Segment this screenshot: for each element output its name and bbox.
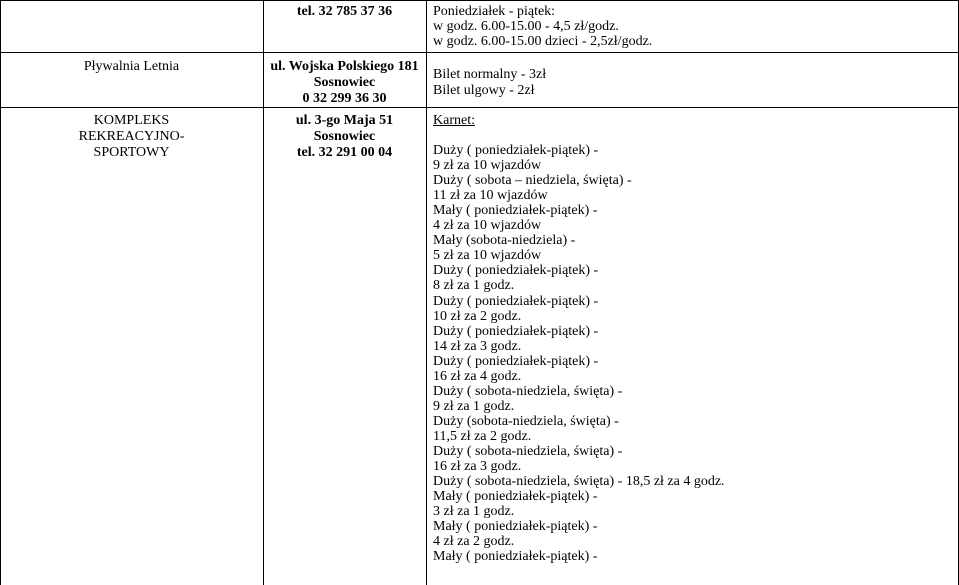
complex-name-line: SPORTOWY xyxy=(93,145,170,160)
table-border xyxy=(0,107,959,108)
complex-address-cell xyxy=(263,113,426,161)
hours-line: w godz. 6.00-15.00 - 4,5 zł/godz. xyxy=(433,19,619,34)
karnet-price-line: Mały ( poniedziałek-piątek) - xyxy=(433,549,598,565)
hours-line: Poniedziałek - piątek: xyxy=(433,4,556,19)
karnet-price-line: 16 zł za 3 godz. xyxy=(433,459,522,475)
karnet-price-line: 8 zł za 1 godz. xyxy=(433,278,515,294)
pool-address-city: Sosnowiec xyxy=(313,75,376,90)
karnet-price-line: Duży ( sobota-niedziela, święta) - xyxy=(433,443,623,459)
karnet-price-line: Duży (sobota-niedziela, święta) - xyxy=(433,413,619,429)
karnet-price-line: Mały ( poniedziałek-piątek) - xyxy=(433,489,598,505)
karnet-price-line: Mały ( poniedziałek-piątek) - xyxy=(433,203,598,219)
karnet-price-line: Duży ( sobota – niedziela, święta) - xyxy=(433,173,632,189)
karnet-price-line: 16 zł za 4 godz. xyxy=(433,368,522,384)
karnet-price-line: Duży ( poniedziałek-piątek) - xyxy=(433,353,599,369)
karnet-price-line: Mały (sobota-niedziela) - xyxy=(433,233,576,249)
table-border xyxy=(426,0,427,585)
top-row-hours xyxy=(433,4,953,49)
karnet-price-line: 4 zł za 2 godz. xyxy=(433,534,515,550)
complex-karnet-cell xyxy=(433,113,953,564)
karnet-price-line: 11 zł za 10 wjazdów xyxy=(433,188,548,204)
phone-text: tel. 32 785 37 36 xyxy=(296,4,393,19)
complex-address-city: Sosnowiec xyxy=(313,129,376,144)
top-row-phone xyxy=(263,4,426,20)
karnet-price-line: Duży ( poniedziałek-piątek) - xyxy=(433,263,599,279)
karnet-price-line: Mały ( poniedziałek-piątek) - xyxy=(433,519,598,535)
karnet-price-line: 4 zł za 10 wjazdów xyxy=(433,218,542,234)
karnet-price-line: Duży ( poniedziałek-piątek) - xyxy=(433,143,599,159)
complex-name-line: KOMPLEKS xyxy=(93,113,170,128)
pool-price-normal: Bilet normalny - 3zł xyxy=(433,67,547,82)
karnet-price-line: 5 zł za 10 wjazdów xyxy=(433,248,542,264)
pool-address-street: ul. Wojska Polskiego 181 xyxy=(270,59,419,74)
karnet-heading: Karnet: xyxy=(433,113,475,128)
pool-address-cell xyxy=(263,59,426,107)
complex-name-line: REKREACYJNO- xyxy=(78,129,185,144)
pool-prices-cell xyxy=(433,67,953,99)
karnet-price-line: 14 zł za 3 godz. xyxy=(433,338,522,354)
table-border xyxy=(0,52,959,53)
karnet-price-line: Duży ( poniedziałek-piątek) - xyxy=(433,293,599,309)
pool-name-cell xyxy=(0,59,263,75)
karnet-price-line: 9 zł za 1 godz. xyxy=(433,398,515,414)
karnet-price-line: Duży ( sobota-niedziela, święta) - xyxy=(433,383,623,399)
table-border xyxy=(0,0,1,585)
karnet-price-line: 11,5 zł za 2 godz. xyxy=(433,428,532,444)
karnet-price-line: Duży ( sobota-niedziela, święta) - 18,5 zł za 4 godz. xyxy=(433,474,725,490)
complex-name-cell xyxy=(0,113,263,161)
complex-phone: tel. 32 291 00 04 xyxy=(296,145,393,160)
pool-name: Pływalnia Letnia xyxy=(83,59,180,74)
complex-address-street: ul. 3-go Maja 51 xyxy=(295,113,394,128)
karnet-price-line: 3 zł za 1 godz. xyxy=(433,504,515,520)
pool-price-reduced: Bilet ulgowy - 2zł xyxy=(433,83,535,98)
table-border xyxy=(0,0,959,1)
karnet-list xyxy=(433,143,953,564)
hours-line: w godz. 6.00-15.00 dzieci - 2,5zł/godz. xyxy=(433,34,653,49)
pool-phone: 0 32 299 36 30 xyxy=(302,91,387,106)
karnet-price-line: 10 zł za 2 godz. xyxy=(433,308,522,324)
karnet-price-line: 9 zł za 10 wjazdów xyxy=(433,158,542,174)
karnet-price-line: Duży ( poniedziałek-piątek) - xyxy=(433,323,599,339)
